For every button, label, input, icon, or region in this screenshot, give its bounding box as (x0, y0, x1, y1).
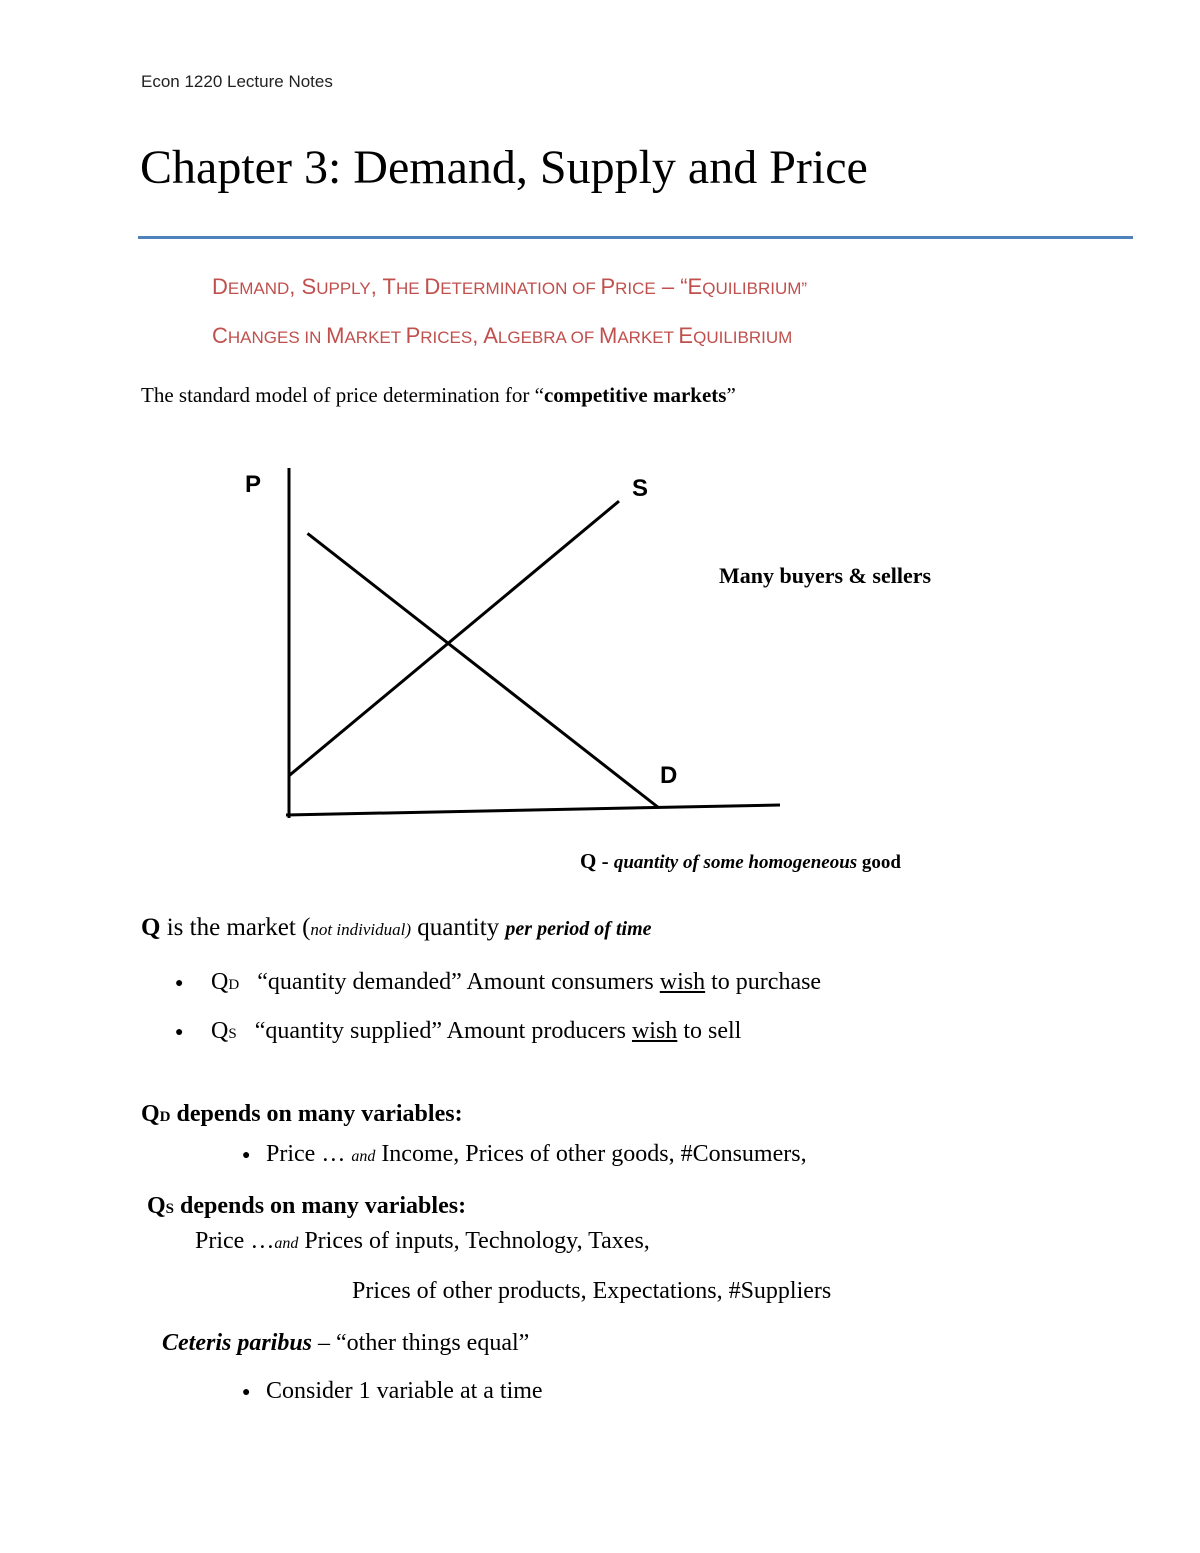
subheading-smallcaps: HANGES IN (227, 328, 327, 347)
bullet-icon: ● (175, 1025, 184, 1040)
chart-note: Many buyers & sellers (719, 563, 932, 588)
qd-variables: Price … and Income, Prices of other goods, #Consumers, (266, 1141, 807, 1167)
subheading-initial: P (405, 323, 421, 348)
page-title: Chapter 3: Demand, Supply and Price (140, 141, 868, 194)
subheading-initial: P (600, 274, 616, 299)
qs-variables-line-1: Price …and Prices of inputs, Technology, Taxes, (195, 1228, 650, 1254)
demand-curve (308, 533, 660, 808)
subheading-initial: M (326, 323, 345, 348)
y-axis-label: P (245, 471, 262, 498)
subheading-initial: , A (472, 323, 498, 348)
qd-bullet: QD “quantity demanded” Amount consumers wish to purchase (211, 969, 822, 995)
subheading-initial: E (678, 323, 694, 348)
subheading-initial: D (424, 274, 441, 299)
subheading-smallcaps: RICE (615, 279, 656, 298)
supply-label: S (632, 475, 649, 502)
qs-bullet: QS “quantity supplied” Amount producers wish to sell (211, 1018, 742, 1044)
ceteris-bullet: Consider 1 variable at a time (266, 1378, 543, 1404)
subheading-smallcaps: ARKET (617, 328, 679, 347)
intro-text: The standard model of price determination for “competitive markets” (141, 383, 736, 407)
subheading-smallcaps: QUILIBRIUM (693, 328, 793, 347)
subheading-smallcaps: QUILIBRIUM” (702, 279, 808, 298)
subheading-smallcaps: ETERMINATION OF (440, 279, 601, 298)
qd-heading: QD depends on many variables: (141, 1101, 463, 1127)
subheading-initial: – “E (655, 274, 703, 299)
demand-label: D (660, 762, 678, 789)
subheading-initial: D (212, 274, 228, 299)
x-axis-caption: Q - quantity of some homogeneous good (580, 849, 901, 873)
ceteris-paribus: Ceteris paribus – “other things equal” (162, 1330, 530, 1356)
supply-curve (289, 501, 619, 776)
page-header: Econ 1220 Lecture Notes (141, 72, 333, 91)
x-axis (286, 805, 780, 815)
bullet-icon: ● (242, 1148, 251, 1163)
subheading-initial: C (212, 323, 228, 348)
subheading-smallcaps: HE (395, 279, 425, 298)
bullet-icon: ● (242, 1385, 251, 1400)
q-definition: Q is the market (not individual) quantity per period of time (141, 914, 652, 941)
subheading-smallcaps: UPPLY (316, 279, 371, 298)
subheading-initial: , S (289, 274, 317, 299)
subheading-smallcaps: EMAND (227, 279, 290, 298)
subheading-initial: , T (370, 274, 396, 299)
subheading-smallcaps: LGEBRA OF (497, 328, 599, 347)
subheading-initial: M (599, 323, 618, 348)
qs-variables-line-2: Prices of other products, Expectations, #Suppliers (352, 1278, 832, 1304)
bullet-icon: ● (175, 976, 184, 991)
subheading-smallcaps: RICES (420, 328, 473, 347)
qs-heading: QS depends on many variables: (147, 1193, 467, 1219)
subheading-smallcaps: ARKET (344, 328, 406, 347)
